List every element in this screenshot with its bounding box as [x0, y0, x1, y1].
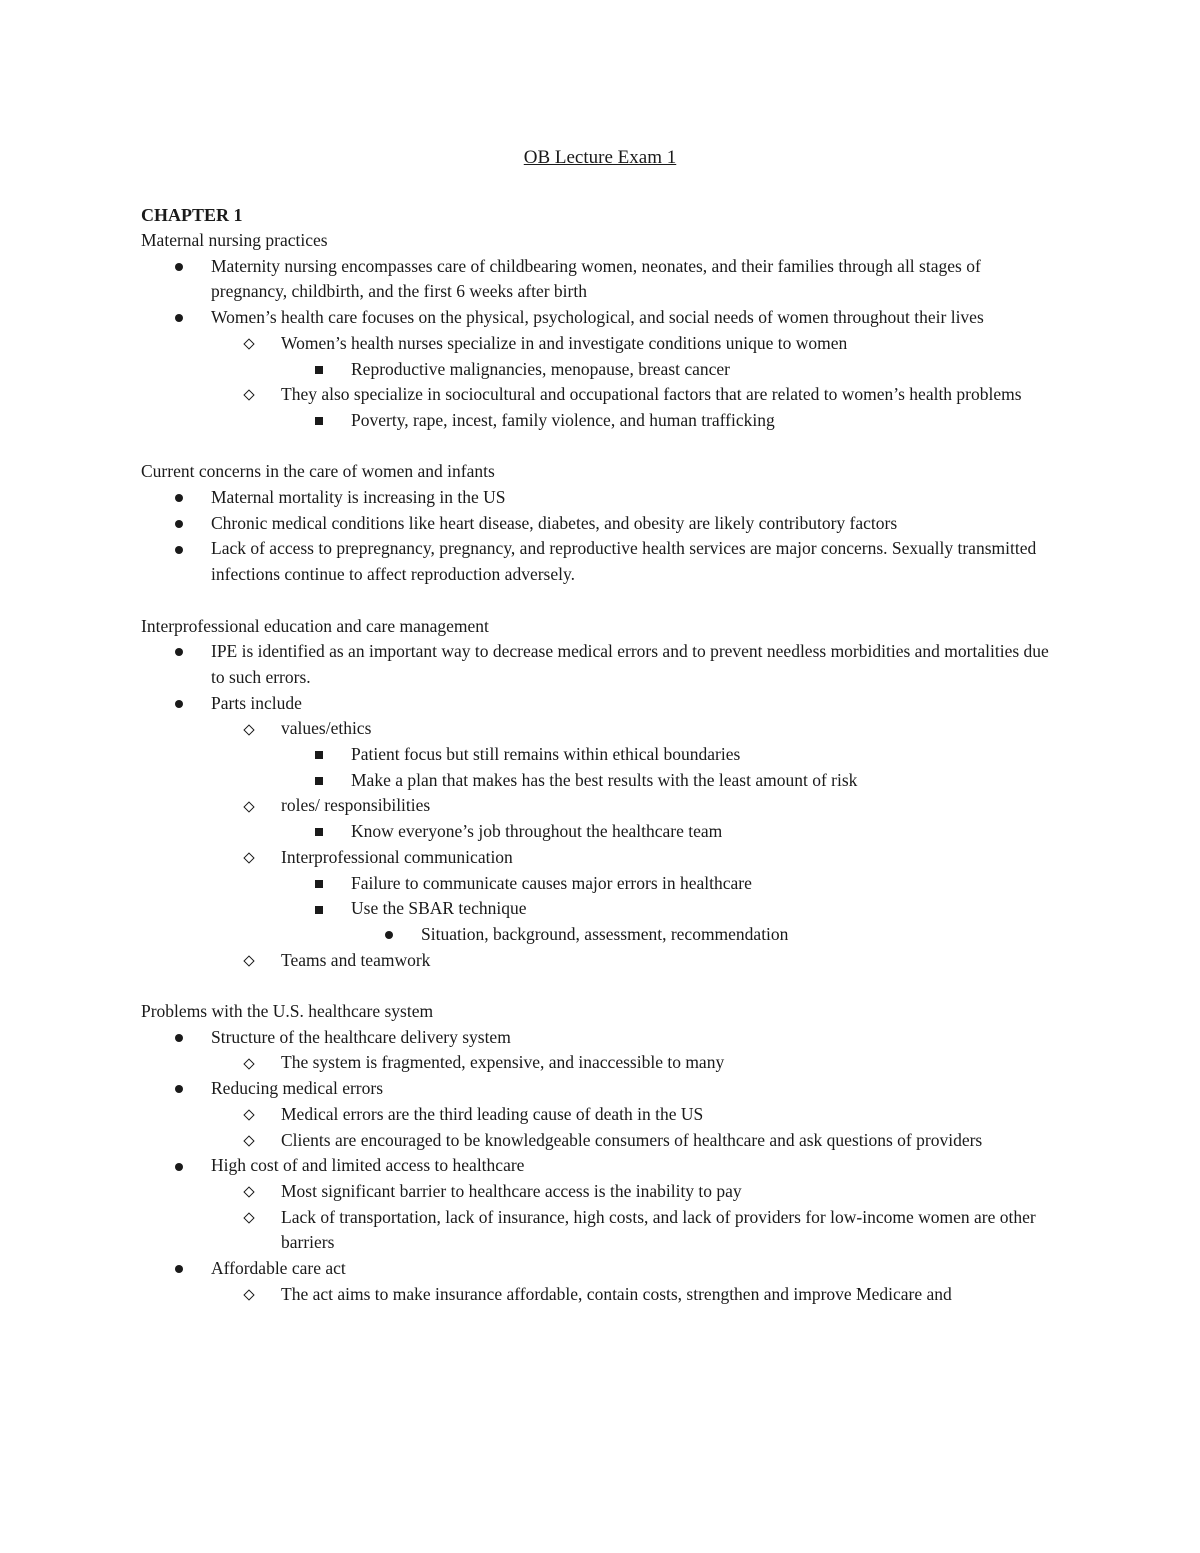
list-item: [281, 819, 1061, 845]
sub-list: [211, 716, 1061, 973]
list-item-text: Lack of transportation, lack of insurance, high costs, and lack of providers for low-income women are other barriers: [281, 1206, 1036, 1253]
document-body: [141, 202, 1061, 1307]
list-item-text: Most significant barrier to healthcare access is the inability to pay: [281, 1180, 742, 1201]
hollow-bullet-icon: [239, 948, 259, 974]
list-item-text: The act aims to make insurance affordable, contain costs, strengthen and improve Medicare and: [281, 1283, 952, 1304]
list-item: [211, 716, 1061, 793]
list-item: [281, 408, 1061, 434]
list-item-text: Poverty, rape, incest, family violence, and human trafficking: [351, 409, 775, 430]
list-item-text: Reducing medical errors: [211, 1078, 384, 1099]
section-heading-current-concerns: Current concerns in the care of women and infants: [141, 461, 495, 482]
list-item-text: Use the SBAR technique: [351, 898, 527, 919]
list-item: [141, 511, 1061, 537]
bullet-icon: [169, 1025, 189, 1051]
sub-list: [211, 331, 1061, 434]
hollow-bullet-icon: [239, 331, 259, 357]
bullet-list: [141, 254, 1061, 434]
list-item: [211, 331, 1061, 382]
bullet-list: [141, 485, 1061, 588]
list-item: [211, 1128, 1061, 1154]
bullet-icon: [169, 511, 189, 537]
list-item: [141, 1076, 1061, 1153]
sub-list: [211, 1179, 1061, 1256]
hollow-bullet-icon: [239, 716, 259, 742]
sub-list: [281, 871, 1061, 948]
list-item-text: High cost of and limited access to healthcare: [211, 1155, 525, 1176]
list-item: [211, 1179, 1061, 1205]
list-item: [141, 691, 1061, 974]
list-item: [141, 639, 1061, 690]
list-item-text: Situation, background, assessment, recommendation: [421, 923, 789, 944]
list-item-text: roles/ responsibilities: [281, 795, 431, 816]
square-bullet-icon: [309, 819, 329, 845]
section-heading-maternal-nursing: Maternal nursing practices: [141, 230, 328, 250]
hollow-bullet-icon: [239, 1205, 259, 1231]
hollow-bullet-icon: [239, 1102, 259, 1128]
square-bullet-icon: [309, 768, 329, 794]
list-item: [281, 896, 1061, 947]
list-item: [281, 357, 1061, 383]
list-item-text: Interprofessional communication: [281, 846, 513, 867]
list-item-text: Medical errors are the third leading cause of death in the US: [281, 1103, 704, 1124]
list-item-text: Maternal mortality is increasing in the US: [211, 487, 506, 508]
hollow-bullet-icon: [239, 845, 259, 871]
list-item-text: values/ethics: [281, 718, 372, 739]
list-item-text: Failure to communicate causes major errors in healthcare: [351, 872, 752, 893]
hollow-bullet-icon: [239, 1128, 259, 1154]
hollow-bullet-icon: [239, 793, 259, 819]
list-item: [281, 768, 1061, 794]
list-item: [281, 742, 1061, 768]
list-item: [211, 793, 1061, 844]
square-bullet-icon: [309, 408, 329, 434]
list-item: [141, 1025, 1061, 1076]
square-bullet-icon: [309, 896, 329, 922]
bullet-list: [141, 639, 1061, 973]
square-bullet-icon: [309, 357, 329, 383]
list-item: [211, 382, 1061, 433]
list-item-text: Parts include: [211, 692, 302, 713]
sub-list: [211, 1050, 1061, 1076]
list-item: [211, 1102, 1061, 1128]
sub-list: [211, 1102, 1061, 1153]
list-item: [141, 1256, 1061, 1307]
list-item-text: Clients are encouraged to be knowledgeable consumers of healthcare and ask questions of providers: [281, 1129, 983, 1150]
bullet-icon: [169, 536, 189, 562]
square-bullet-icon: [309, 871, 329, 897]
sub-list: [281, 742, 1061, 793]
section-heading-us-healthcare-problems: Problems with the U.S. healthcare system: [141, 1001, 434, 1022]
list-item: [141, 254, 1061, 305]
list-item: [351, 922, 1061, 948]
bullet-icon: [169, 691, 189, 717]
page-title: OB Lecture Exam 1: [523, 147, 677, 168]
chapter-heading: CHAPTER 1: [141, 205, 243, 225]
list-item-text: Lack of access to prepregnancy, pregnancy, and reproductive health services are major concerns. Sexually transmitted infections continue to affect reproduction adversely.: [211, 538, 1037, 585]
hollow-bullet-icon: [239, 382, 259, 408]
bullet-icon: [169, 639, 189, 665]
bullet-icon: [169, 1153, 189, 1179]
list-item-text: The system is fragmented, expensive, and inaccessible to many: [281, 1052, 725, 1073]
spacer: [141, 434, 1061, 460]
list-item: [211, 1282, 1061, 1308]
list-item: [211, 1050, 1061, 1076]
list-item: [141, 485, 1061, 511]
list-item: [211, 845, 1061, 948]
list-item-text: Make a plan that makes has the best results with the least amount of risk: [351, 769, 858, 790]
list-item-text: Affordable care act: [211, 1258, 346, 1279]
spacer: [141, 973, 1061, 999]
bullet-icon: [379, 922, 399, 948]
list-item: [211, 1205, 1061, 1256]
sub-list: [281, 408, 1061, 434]
spacer: [141, 588, 1061, 614]
bullet-icon: [169, 1256, 189, 1282]
sub-list: [351, 922, 1061, 948]
square-bullet-icon: [309, 742, 329, 768]
list-item-text: Maternity nursing encompasses care of childbearing women, neonates, and their families through all stages of pregnancy, childbirth, and the first 6 weeks after birth: [211, 255, 981, 302]
bullet-list: [141, 1025, 1061, 1308]
sub-list: [281, 357, 1061, 383]
list-item-text: Patient focus but still remains within ethical boundaries: [351, 744, 741, 765]
bullet-icon: [169, 1076, 189, 1102]
list-item-text: They also specialize in sociocultural and occupational factors that are related to women’s health problems: [281, 384, 1022, 405]
bullet-icon: [169, 254, 189, 280]
sub-list: [281, 819, 1061, 845]
hollow-bullet-icon: [239, 1050, 259, 1076]
list-item: [211, 948, 1061, 974]
list-item-text: Women’s health nurses specialize in and investigate conditions unique to women: [281, 332, 848, 353]
bullet-icon: [169, 305, 189, 331]
list-item-text: Structure of the healthcare delivery system: [211, 1026, 511, 1047]
list-item-text: Chronic medical conditions like heart disease, diabetes, and obesity are likely contributory factors: [211, 512, 898, 533]
list-item: [281, 871, 1061, 897]
list-item-text: Women’s health care focuses on the physical, psychological, and social needs of women throughout their lives: [211, 307, 984, 328]
hollow-bullet-icon: [239, 1282, 259, 1308]
list-item-text: IPE is identified as an important way to decrease medical errors and to prevent needless morbidities and mortalities due to such errors.: [211, 641, 1049, 687]
sub-list: [211, 1282, 1061, 1308]
bullet-icon: [169, 485, 189, 511]
list-item: [141, 1153, 1061, 1256]
list-item: [141, 305, 1061, 434]
list-item-text: Know everyone’s job throughout the healthcare team: [351, 821, 723, 842]
section-heading-interprofessional-education: Interprofessional education and care management: [141, 615, 489, 636]
list-item-text: Teams and teamwork: [281, 949, 431, 970]
hollow-bullet-icon: [239, 1179, 259, 1205]
list-item-text: Reproductive malignancies, menopause, breast cancer: [351, 358, 731, 379]
list-item: [141, 536, 1061, 587]
